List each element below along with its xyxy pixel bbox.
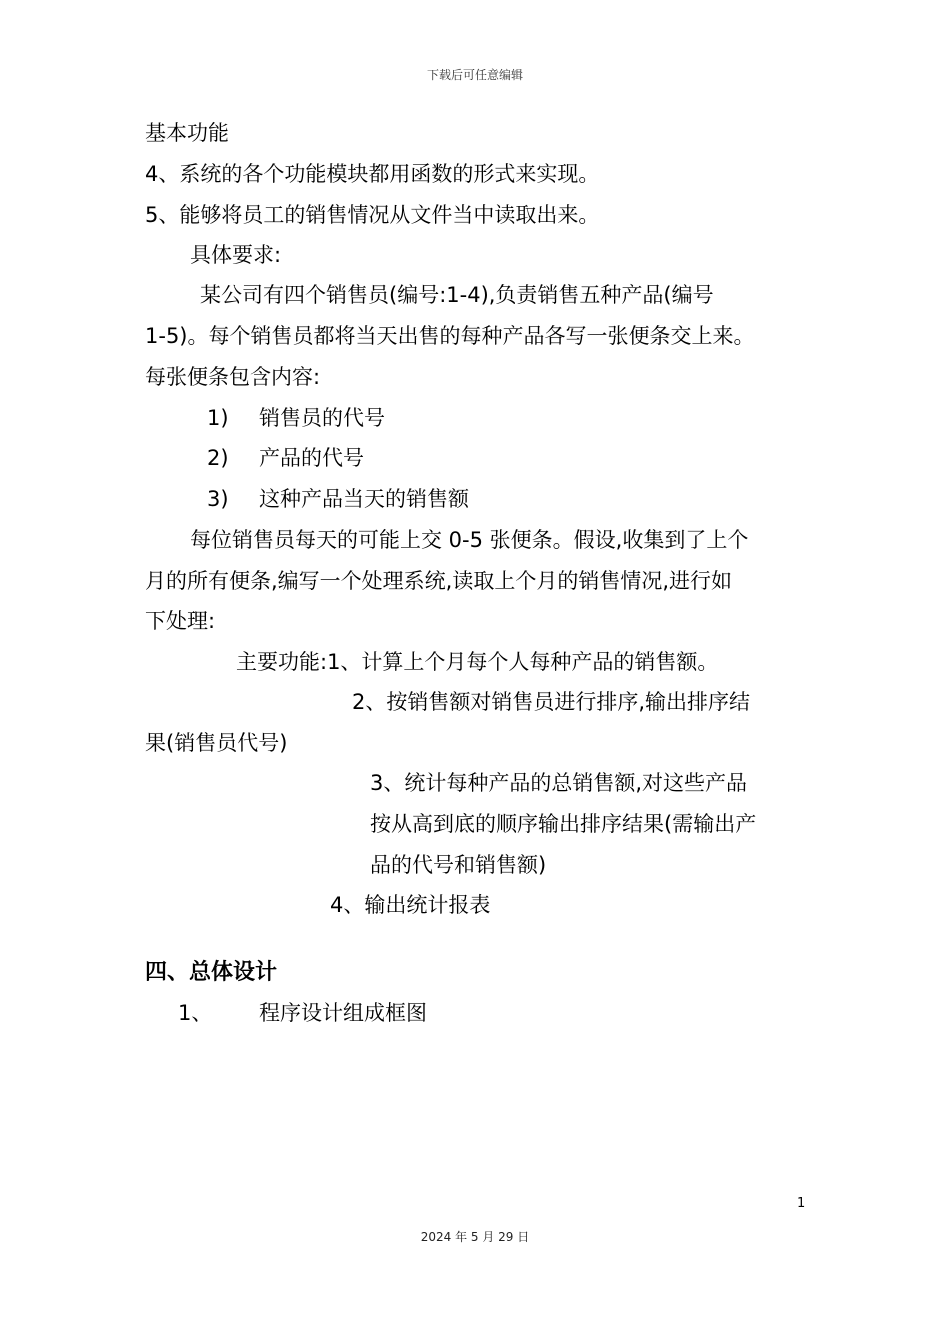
list-item-number: 3) — [207, 487, 229, 511]
list-item-text: 销售员的代号 — [259, 406, 385, 430]
text-line-requirements: 具体要求: — [190, 243, 282, 267]
list-item-number: 2) — [207, 446, 229, 470]
list-item-number: 1) — [207, 406, 229, 430]
text-line-main-function-3a: 3、统计每种产品的总销售额,对这些产品 — [370, 771, 748, 795]
sub-heading — [178, 998, 427, 1028]
text-line-main-function-3b: 按从高到底的顺序输出排序结果(需输出产 — [370, 812, 757, 836]
text-line-paragraph-2a: 每位销售员每天的可能上交 0-5 张便条。假设,收集到了上个 — [190, 528, 749, 552]
text-line-paragraph-1a: 某公司有四个销售员(编号:1-4),负责销售五种产品(编号 — [200, 283, 714, 307]
text-line-main-function-4: 4、输出统计报表 — [330, 893, 491, 917]
text-line-main-function-1: 主要功能:1、计算上个月每个人每种产品的销售额。 — [236, 650, 719, 674]
page-header: 下载后可任意编辑 — [426, 68, 523, 82]
text-line-paragraph-2b: 月的所有便条,编写一个处理系统,读取上个月的销售情况,进行如 — [145, 569, 733, 593]
page-number: 1 — [797, 1196, 806, 1211]
sub-heading-number: 1、 — [178, 1001, 213, 1025]
text-line-paragraph-1c: 每张便条包含内容: — [145, 365, 321, 389]
text-line-main-function-2b: 果(销售员代号) — [145, 731, 288, 755]
page-footer-date: 2024 年 5 月 29 日 — [420, 1230, 530, 1244]
list-item — [207, 443, 364, 473]
list-item — [207, 484, 469, 514]
text-line-item-5: 5、能够将员工的销售情况从文件当中读取出来。 — [145, 203, 600, 227]
list-item-text: 产品的代号 — [259, 446, 364, 470]
section-heading: 四、总体设计 — [145, 960, 278, 985]
list-item — [207, 403, 385, 433]
text-line-main-function-2a: 2、按销售额对销售员进行排序,输出排序结 — [352, 690, 751, 714]
list-item-text: 这种产品当天的销售额 — [259, 487, 469, 511]
text-line-paragraph-2c: 下处理: — [145, 609, 216, 633]
text-line-basic-functions: 基本功能 — [145, 121, 229, 145]
text-line-main-function-3c: 品的代号和销售额) — [370, 853, 547, 877]
text-line-paragraph-1b: 1-5)。每个销售员都将当天出售的每种产品各写一张便条交上来。 — [145, 324, 755, 348]
sub-heading-text: 程序设计组成框图 — [259, 1001, 427, 1025]
text-line-item-4: 4、系统的各个功能模块都用函数的形式来实现。 — [145, 162, 600, 186]
